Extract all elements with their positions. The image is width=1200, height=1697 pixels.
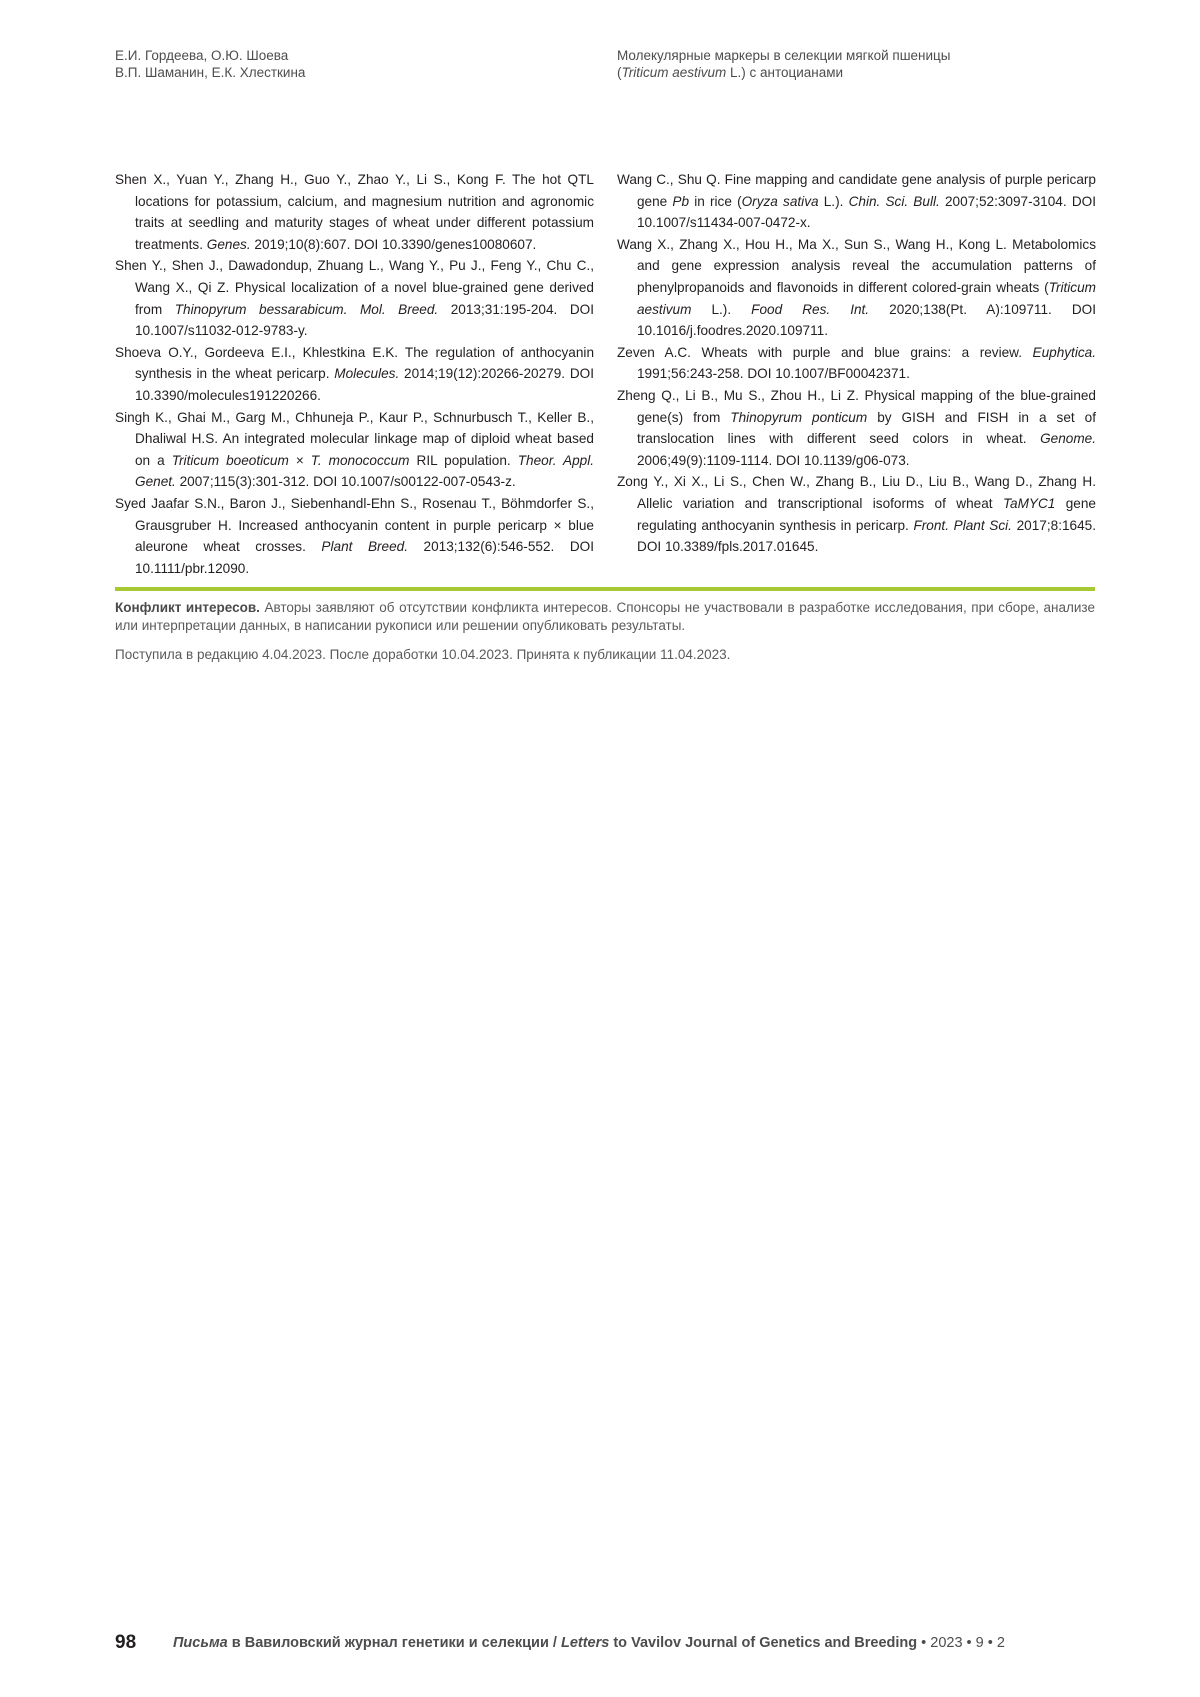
reference-journal: Genes. xyxy=(206,236,251,252)
reference-species: Thinopyrum ponticum xyxy=(730,409,868,425)
reference-citation: 1991;56:243-258. DOI 10.1007/BF00042371. xyxy=(637,366,910,382)
reference-entry xyxy=(617,342,1096,385)
reference-citation: 2007;115(3):301-312. DOI 10.1007/s00122-007-0543-z. xyxy=(175,474,516,490)
reference-species: TaMYC1 xyxy=(1002,495,1056,511)
reference-text: Shoeva O.Y., Gordeeva E.I., Khlestkina E.K. The regulation of anthocyanin synthesis in the wheat pericarp. xyxy=(115,344,594,382)
journal-ru-italic: Письма xyxy=(173,1635,228,1651)
reference-citation: 2020;138(Pt. A):109711. DOI 10.1016/j.foodres.2020.109711. xyxy=(637,301,1097,339)
reference-journal: Plant Breed. xyxy=(321,539,408,555)
reference-journal: Mol. Breed. xyxy=(359,301,439,317)
page-number: 98 xyxy=(115,1632,137,1653)
reference-entry xyxy=(115,342,594,407)
journal-issue: • 2023 • 9 • 2 xyxy=(917,1635,1005,1651)
reference-text: Singh K., Ghai M., Garg M., Chhuneja P., Kaur P., Schnurbusch T., Keller B., Dhaliwal H.S. An integrated molecular linkage map of diploid wheat based on a xyxy=(115,409,594,468)
reference-entry xyxy=(115,169,594,255)
reference-citation: 2007;52:3097-3104. DOI 10.1007/s11434-007-0472-x. xyxy=(637,193,1096,231)
page-footer xyxy=(115,1632,1095,1654)
reference-text: Syed Jaafar S.N., Baron J., Siebenhandl-Ehn S., Rosenau T., Böhmdorfer S., Grausgruber H. Increased anthocyanin content in purple pericarp × blue aleurone wheat crosses. xyxy=(115,495,594,555)
journal-ru-rest: в Вавиловский журнал генетики и селекции / xyxy=(227,1635,561,1651)
received-dates: Поступила в редакцию 4.04.2023. После доработки 10.04.2023. Принята к публикации 11.04.2023. xyxy=(115,647,731,662)
title-rest: L.) с антоцианами xyxy=(726,65,844,80)
title-line-2 xyxy=(617,64,951,81)
reference-citation: 2013;132(6):546-552. DOI 10.1111/pbr.12090. xyxy=(135,539,595,576)
title-species: Triticum aestivum xyxy=(621,65,727,80)
reference-species: Thinopyrum bessarabicum. xyxy=(174,301,348,317)
reference-text: Shen X., Yuan Y., Zhang H., Guo Y., Zhao Y., Li S., Kong F. The hot QTL locations for potassium, calcium, and magnesium nutrition and agronomic traits at seedling and maturity stages of wheat under different potassium treatments. xyxy=(115,172,594,252)
reference-citation: 2014;19(12):20266-20279. DOI 10.3390/molecules191220266. xyxy=(135,366,594,403)
reference-entry xyxy=(115,407,594,493)
authors-line-2: В.П. Шаманин, Е.К. Хлесткина xyxy=(115,65,306,80)
reference-text: by GISH and FISH in a set of translocation lines with different seed colors in wheat. xyxy=(637,409,1096,447)
reference-citation: 2006;49(9):1109-1114. DOI 10.1139/g06-073. xyxy=(637,452,910,468)
references-left-column xyxy=(115,169,594,579)
journal-name xyxy=(173,1632,1005,1654)
authors-line-1: Е.И. Гордеева, О.Ю. Шоева xyxy=(115,48,289,63)
reference-species: Oryza sativa xyxy=(741,193,819,209)
reference-text: gene regulating anthocyanin synthesis in pericarp. xyxy=(637,495,1096,533)
reference-text: in rice ( xyxy=(689,193,742,209)
reference-citation: 2013;31:195-204. DOI 10.1007/s11032-012-9783-y. xyxy=(135,301,595,339)
references-right-column xyxy=(617,169,1096,558)
reference-journal: Chin. Sci. Bull. xyxy=(848,193,940,209)
conflict-text: Авторы заявляют об отсутствии конфликта интересов. Спонсоры не участвовали в разработке исследования, при сборе, анализе или интерпретации данных, в написании рукописи или решении опубликовать результаты. xyxy=(115,600,1095,633)
reference-citation: 2017;8:1645. DOI 10.3389/fpls.2017.01645. xyxy=(637,517,1096,555)
reference-citation: 2019;10(8):607. DOI 10.3390/genes10080607. xyxy=(250,236,537,252)
reference-text: Wang C., Shu Q. Fine mapping and candidate gene analysis of purple pericarp gene xyxy=(617,172,1096,209)
conflict-label: Конфликт интересов. xyxy=(115,600,260,615)
reference-journal: Theor. Appl. Genet. xyxy=(135,452,595,490)
reference-entry xyxy=(617,234,1096,342)
journal-en-rest: to Vavilov Journal of Genetics and Breeding xyxy=(609,1635,918,1651)
running-head-title xyxy=(617,47,951,81)
reference-species: Pb xyxy=(672,193,690,209)
reference-journal: Food Res. Int. xyxy=(751,301,870,317)
journal-en-italic: Letters xyxy=(560,1635,610,1651)
reference-text: Wang X., Zhang X., Hou H., Ma X., Sun S., Wang H., Kong L. Metabolomics and gene expression analysis reveal the accumulation patterns of phenylpropanoids and flavonoids in different colored-grain wheats ( xyxy=(617,236,1096,295)
reference-entry xyxy=(115,493,594,579)
reference-species: Triticum boeoticum xyxy=(171,452,289,468)
title-paren: ( xyxy=(617,65,622,80)
reference-text: Zeven A.C. Wheats with purple and blue grains: a review. xyxy=(617,344,1033,360)
reference-species: T. monococcum xyxy=(310,452,410,468)
reference-entry xyxy=(115,255,594,341)
reference-entry xyxy=(617,471,1096,557)
section-divider xyxy=(115,587,1095,591)
conflict-of-interest xyxy=(115,599,1095,634)
reference-text xyxy=(347,302,360,317)
title-line-1: Молекулярные маркеры в селекции мягкой пшеницы xyxy=(617,48,951,63)
reference-text: L.). xyxy=(818,193,849,209)
reference-journal: Genome. xyxy=(1040,431,1096,447)
reference-text: RIL population. xyxy=(409,452,518,468)
reference-journal: Front. Plant Sci. xyxy=(913,517,1012,533)
reference-text: L.). xyxy=(691,301,752,317)
reference-species: Triticum aestivum xyxy=(637,279,1096,317)
reference-journal: Molecules. xyxy=(334,366,400,382)
reference-entry xyxy=(617,385,1096,471)
reference-text: Shen Y., Shen J., Dawadondup, Zhuang L., Wang Y., Pu J., Feng Y., Chu C., Wang X., Qi Z. Physical localization of a novel blue-grained gene derived from xyxy=(115,258,594,317)
reference-text: × xyxy=(288,452,311,468)
reference-text: Zong Y., Xi X., Li S., Chen W., Zhang B., Liu D., Liu B., Wang D., Zhang H. Allelic variation and transcriptional isoforms of wheat xyxy=(617,474,1096,511)
running-head-authors xyxy=(115,47,305,81)
reference-entry xyxy=(617,169,1096,234)
reference-text: Zheng Q., Li B., Mu S., Zhou H., Li Z. Physical mapping of the blue-grained gene(s) from xyxy=(617,387,1096,425)
reference-journal: Euphytica. xyxy=(1032,344,1096,360)
